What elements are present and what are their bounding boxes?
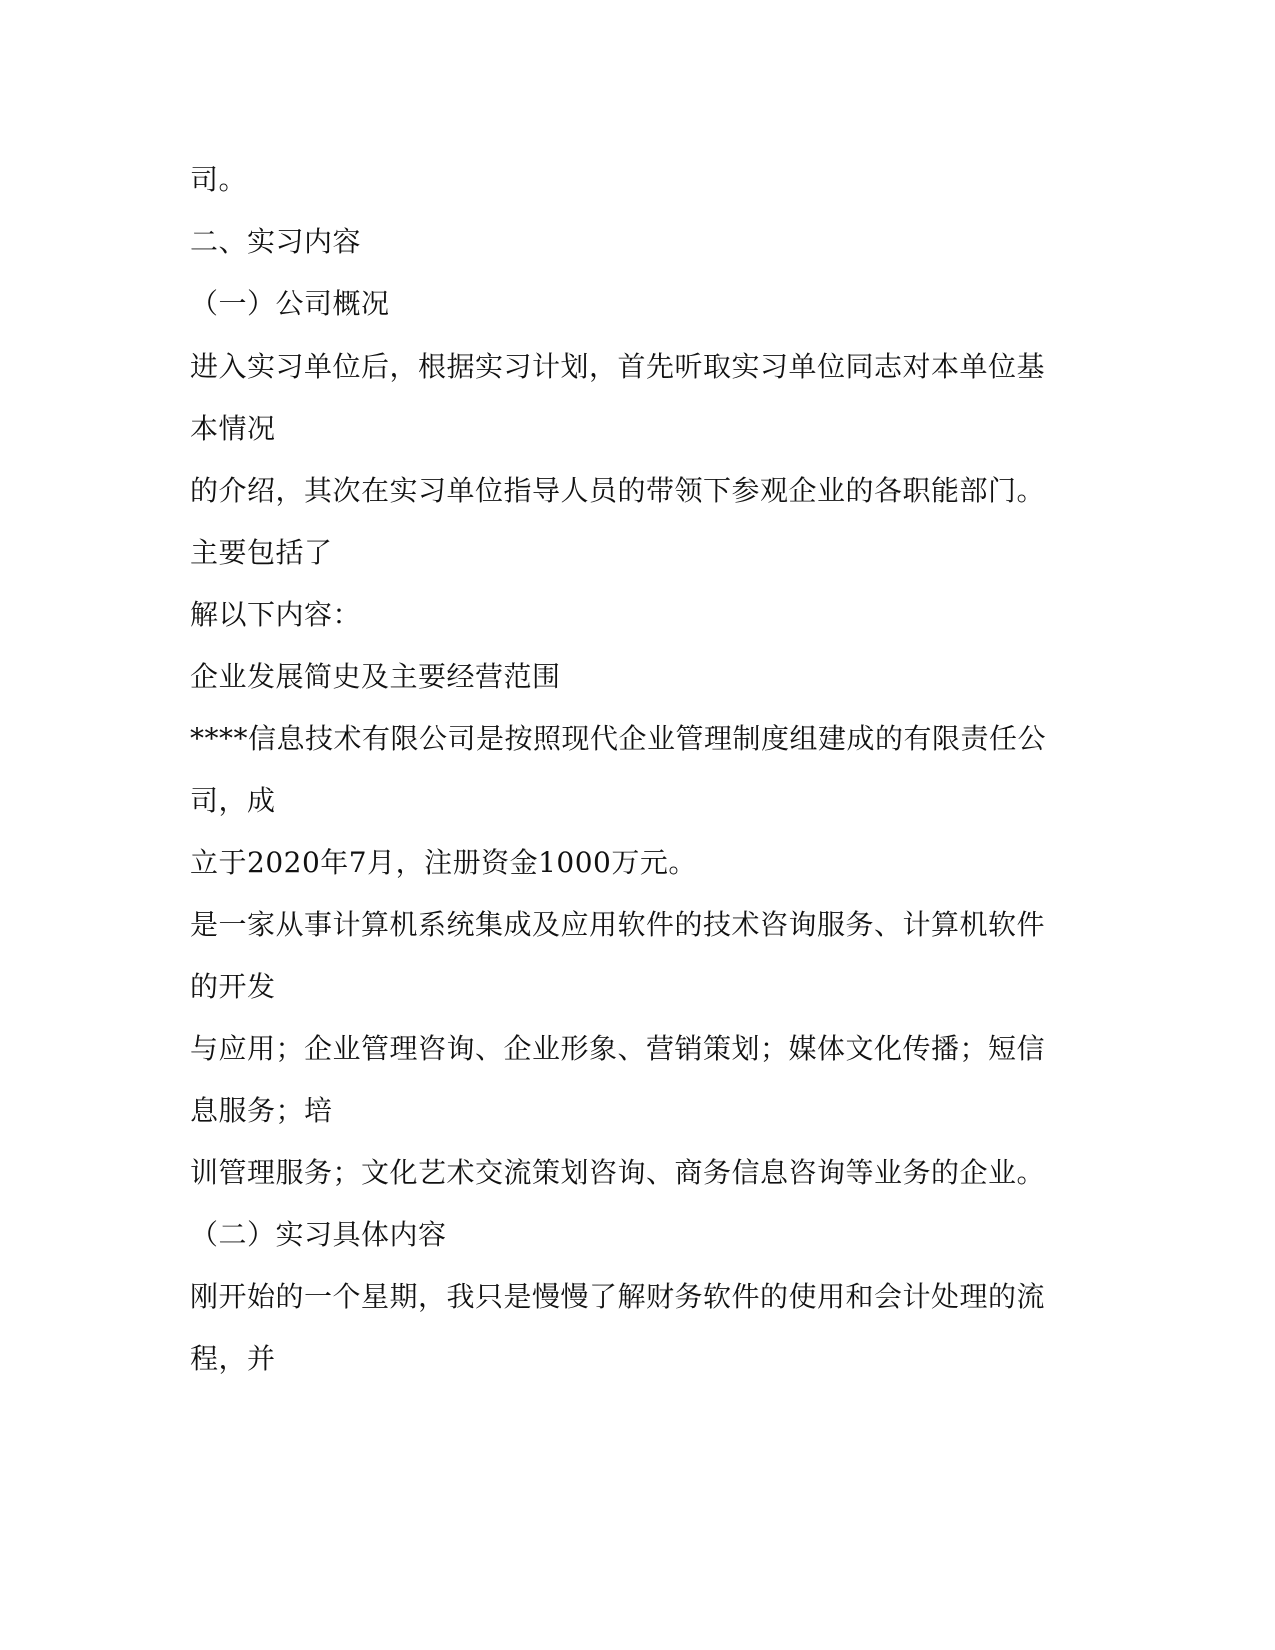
body-text-line: 立于2020年7月，注册资金1000万元。 (190, 846, 697, 879)
body-text-line: 主要包括了 (190, 536, 333, 569)
body-text-line: 与应用；企业管理咨询、企业形象、营销策划；媒体文化传播；短信 (190, 1032, 1046, 1065)
body-text-line: 进入实习单位后，根据实习计划，首先听取实习单位同志对本单位基 (190, 350, 1046, 383)
body-text-line: 解以下内容： (190, 598, 362, 631)
body-text-line: 息服务；培 (190, 1094, 333, 1127)
subsection-heading: （二）实习具体内容 (190, 1218, 447, 1251)
body-text-line: 刚开始的一个星期，我只是慢慢了解财务软件的使用和会计处理的流 (190, 1280, 1046, 1313)
body-text-line: 的介绍，其次在实习单位指导人员的带领下参观企业的各职能部门。 (190, 474, 1046, 507)
body-text-line: 企业发展简史及主要经营范围 (190, 660, 561, 693)
section-heading: 二、实习内容 (190, 225, 362, 258)
body-text-line: 本情况 (190, 412, 276, 445)
body-text-line: 程，并 (190, 1342, 276, 1375)
body-text-line: 司。 (190, 163, 248, 196)
body-text-line: 的开发 (190, 970, 276, 1003)
body-text-line: 是一家从事计算机系统集成及应用软件的技术咨询服务、计算机软件 (190, 908, 1046, 941)
subsection-heading: （一）公司概况 (190, 287, 390, 320)
body-text-line: ****信息技术有限公司是按照现代企业管理制度组建成的有限责任公 (190, 722, 1047, 755)
body-text-line: 训管理服务；文化艺术交流策划咨询、商务信息咨询等业务的企业。 (190, 1156, 1046, 1189)
body-text-line: 司，成 (190, 784, 276, 817)
